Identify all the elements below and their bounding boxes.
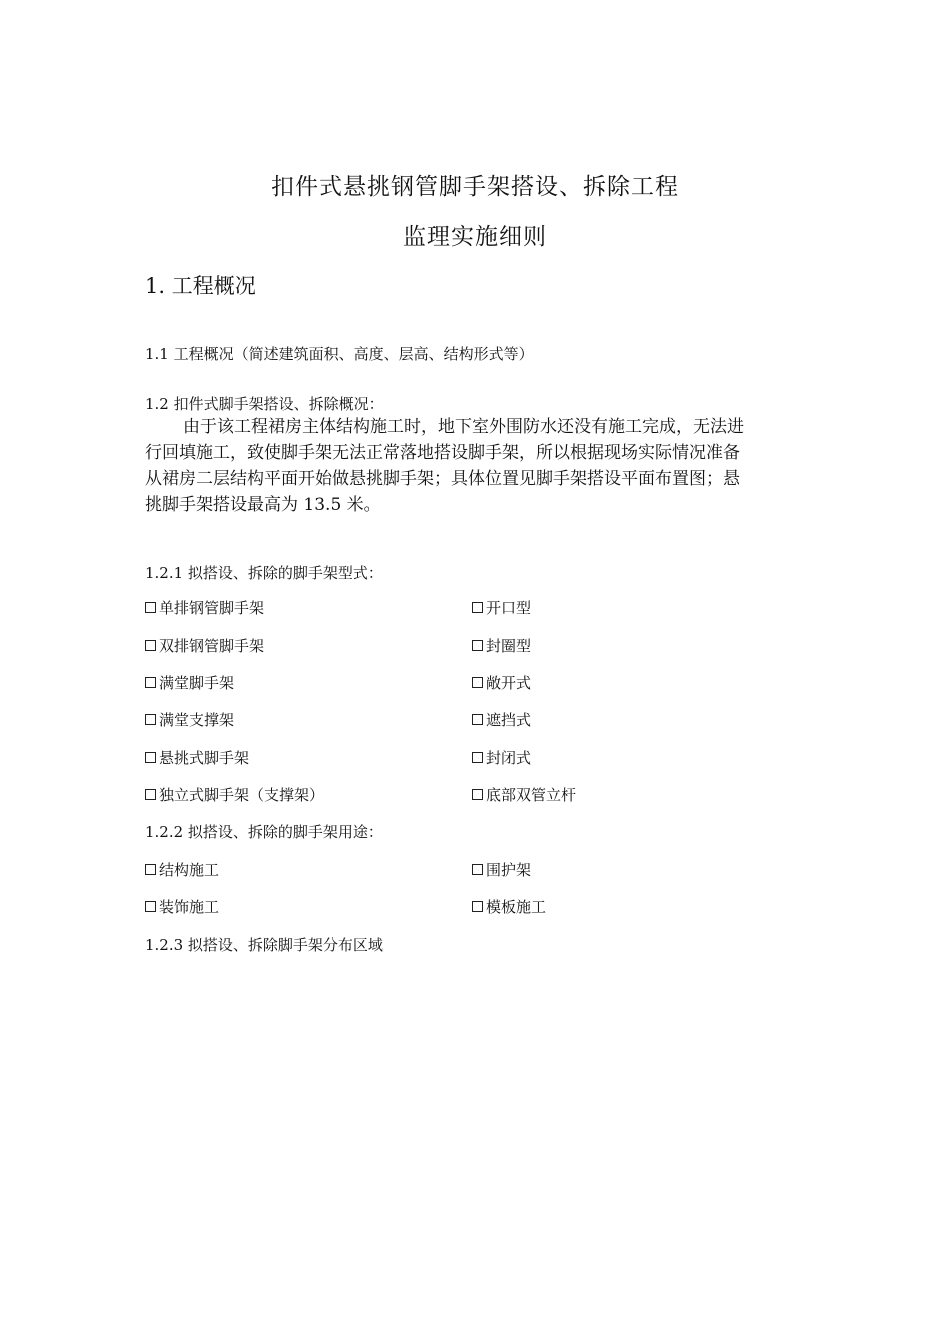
subsection-1-2-3: 1.2.3 拟搭设、拆除脚手架分布区域 (145, 936, 383, 954)
option-label: 结构施工 (159, 861, 220, 879)
paragraph-line: 由于该工程裙房主体结构施工时，地下室外围防水还没有施工完成，无法进 (183, 417, 744, 437)
checkbox-icon[interactable] (145, 677, 156, 688)
subsection-1-2: 1.2 扣件式脚手架搭设、拆除概况： (145, 395, 384, 413)
option-cantilever-scaffold[interactable] (145, 747, 249, 768)
checkbox-icon[interactable] (145, 752, 156, 763)
checkbox-icon[interactable] (145, 789, 156, 800)
section-heading-1: 1. 工程概况 (145, 274, 256, 298)
option-open-type[interactable] (472, 597, 531, 618)
paragraph-line: 挑脚手架搭设最高为 13.5 米。 (145, 495, 381, 515)
document-title-line1: 扣件式悬挑钢管脚手架搭设、拆除工程 (271, 174, 679, 200)
checkbox-icon[interactable] (472, 901, 483, 912)
option-label: 围护架 (486, 861, 532, 879)
checkbox-icon[interactable] (145, 864, 156, 875)
option-decoration-construction[interactable] (145, 896, 219, 917)
document-title-line2: 监理实施细则 (403, 224, 547, 250)
option-freestanding-scaffold[interactable] (145, 784, 324, 805)
option-label: 模板施工 (486, 898, 547, 916)
option-label: 开口型 (486, 599, 532, 617)
option-double-bottom-pole[interactable] (472, 784, 576, 805)
checkbox-icon[interactable] (145, 714, 156, 725)
checkbox-icon[interactable] (472, 677, 483, 688)
checkbox-icon[interactable] (472, 864, 483, 875)
option-label: 单排钢管脚手架 (159, 599, 265, 617)
checkbox-icon[interactable] (472, 640, 483, 651)
option-protective-frame[interactable] (472, 859, 531, 880)
subsection-1-1: 1.1 工程概况（简述建筑面积、高度、层高、结构形式等） (145, 345, 534, 363)
option-label: 满堂脚手架 (159, 674, 235, 692)
checkbox-icon[interactable] (472, 789, 483, 800)
paragraph-line: 行回填施工，致使脚手架无法正常落地搭设脚手架，所以根据现场实际情况准备 (145, 443, 740, 463)
option-open-style[interactable] (472, 672, 531, 693)
option-structure-construction[interactable] (145, 859, 219, 880)
checkbox-icon[interactable] (472, 752, 483, 763)
option-formwork-construction[interactable] (472, 896, 546, 917)
checkbox-icon[interactable] (472, 714, 483, 725)
option-label: 悬挑式脚手架 (159, 749, 250, 767)
paragraph-line: 从裙房二层结构平面开始做悬挑脚手架；具体位置见脚手架搭设平面布置图；悬 (145, 469, 740, 489)
option-closed-ring-type[interactable] (472, 635, 531, 656)
option-single-row-scaffold[interactable] (145, 597, 264, 618)
option-label: 底部双管立杆 (486, 786, 577, 804)
option-enclosed-style[interactable] (472, 747, 531, 768)
option-label: 敞开式 (486, 674, 532, 692)
option-shielded-style[interactable] (472, 709, 531, 730)
option-label: 独立式脚手架（支撑架） (159, 786, 325, 804)
subsection-1-2-2: 1.2.2 拟搭设、拆除的脚手架用途： (145, 823, 383, 841)
option-label: 满堂支撑架 (159, 711, 235, 729)
overview-paragraph (145, 414, 809, 518)
checkbox-icon[interactable] (145, 640, 156, 651)
checkbox-icon[interactable] (145, 602, 156, 613)
option-label: 遮挡式 (486, 711, 532, 729)
option-full-hall-support[interactable] (145, 709, 234, 730)
checkbox-icon[interactable] (145, 901, 156, 912)
option-double-row-scaffold[interactable] (145, 635, 264, 656)
subsection-1-2-1: 1.2.1 拟搭设、拆除的脚手架型式： (145, 564, 383, 582)
option-label: 双排钢管脚手架 (159, 637, 265, 655)
option-label: 封闭式 (486, 749, 532, 767)
option-label: 封圈型 (486, 637, 532, 655)
option-label: 装饰施工 (159, 898, 220, 916)
checkbox-icon[interactable] (472, 602, 483, 613)
option-full-hall-scaffold[interactable] (145, 672, 234, 693)
